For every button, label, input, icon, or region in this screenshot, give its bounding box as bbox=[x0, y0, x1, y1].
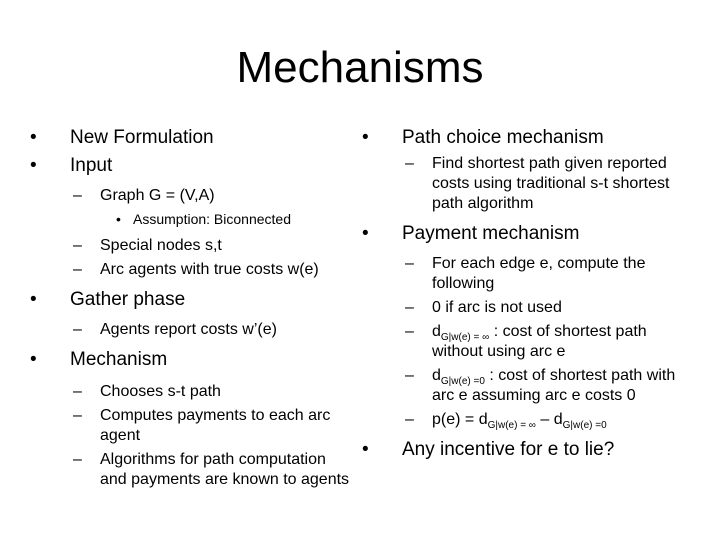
sub-bullet-d-zero bbox=[362, 366, 692, 406]
sub-bullet-find-shortest bbox=[362, 154, 692, 214]
bullet-mechanism bbox=[30, 348, 355, 372]
sub-bullet-graph bbox=[30, 186, 355, 206]
bullet-text: New Formulation bbox=[70, 127, 214, 148]
dash-marker: – bbox=[405, 155, 414, 172]
sub-bullet-text: Computes payments to each arc agent bbox=[100, 407, 331, 444]
d-zero-subscript: G|w(e) =0 bbox=[440, 376, 485, 387]
sub-bullet-algorithms bbox=[30, 450, 355, 490]
formula-minus: – d bbox=[535, 411, 563, 428]
left-column bbox=[30, 126, 355, 490]
bullet-marker: • bbox=[30, 349, 37, 370]
sub-bullet-computes bbox=[30, 406, 355, 446]
bullet-new-formulation bbox=[30, 126, 355, 150]
sub-bullet-text: Find shortest path given reported costs using traditional s-t shortest path algorithm bbox=[432, 155, 670, 212]
sub-bullet-special-nodes bbox=[30, 236, 355, 256]
bullet-marker: • bbox=[30, 127, 37, 148]
bullet-marker: • bbox=[30, 289, 37, 310]
dash-marker: – bbox=[73, 407, 82, 424]
bullet-marker: • bbox=[116, 211, 121, 227]
sub-bullet-text: Chooses s-t path bbox=[100, 383, 221, 400]
formula-prefix: p(e) = d bbox=[432, 411, 488, 428]
sub-bullet-chooses bbox=[30, 382, 355, 402]
d-infinity-description: : cost of shortest path without using arc e bbox=[432, 323, 647, 360]
bullet-text: Gather phase bbox=[70, 289, 186, 310]
bullet-text: Mechanism bbox=[70, 349, 168, 370]
dash-marker: – bbox=[73, 321, 82, 338]
bullet-text: Input bbox=[70, 155, 113, 176]
bullet-text: Path choice mechanism bbox=[402, 127, 604, 148]
sub-bullet-for-each-edge bbox=[362, 254, 692, 294]
sub-bullet-text: For each edge e, compute the following bbox=[432, 255, 646, 292]
sub-bullet-text: Arc agents with true costs w(e) bbox=[100, 261, 319, 278]
d-infinity-subscript: G|w(e) = ∞ bbox=[440, 332, 490, 343]
dash-marker: – bbox=[73, 237, 82, 254]
dash-marker: – bbox=[73, 383, 82, 400]
sub-bullet-text: Agents report costs w’(e) bbox=[100, 321, 277, 338]
dash-marker: – bbox=[405, 411, 414, 428]
dash-marker: – bbox=[73, 261, 82, 278]
dash-marker: – bbox=[405, 299, 414, 316]
bullet-text: Any incentive for e to lie? bbox=[402, 439, 615, 460]
d-infinity-symbol: d bbox=[432, 323, 441, 340]
bullet-payment-mechanism bbox=[362, 222, 692, 246]
bullet-any-incentive bbox=[362, 438, 692, 462]
bullet-marker: • bbox=[362, 439, 369, 460]
bullet-text: Payment mechanism bbox=[402, 223, 580, 244]
sub-bullet-d-infinity bbox=[362, 322, 692, 362]
bullet-input bbox=[30, 154, 355, 178]
slide-title: Mechanisms bbox=[236, 43, 484, 92]
dash-marker: – bbox=[405, 255, 414, 272]
dash-marker: – bbox=[73, 451, 82, 468]
sub-sub-bullet-text: Assumption: Biconnected bbox=[133, 211, 291, 227]
bullet-gather-phase bbox=[30, 288, 355, 312]
sub-bullet-agents-report bbox=[30, 320, 355, 340]
sub-bullet-arc-agents bbox=[30, 260, 355, 280]
sub-bullet-text: Graph G = (V,A) bbox=[100, 187, 215, 204]
d-zero-description: : cost of shortest path with arc e assuming arc e costs 0 bbox=[432, 367, 676, 404]
sub-sub-bullet-assumption bbox=[30, 210, 355, 228]
dash-marker: – bbox=[73, 187, 82, 204]
bullet-path-choice bbox=[362, 126, 692, 150]
bullet-marker: • bbox=[362, 223, 369, 244]
right-column bbox=[362, 126, 692, 462]
d-zero-symbol: d bbox=[432, 367, 441, 384]
sub-bullet-text: Special nodes s,t bbox=[100, 237, 222, 254]
dash-marker: – bbox=[405, 323, 414, 340]
formula-subscript-zero: G|w(e) =0 bbox=[562, 420, 607, 431]
sub-bullet-text: 0 if arc is not used bbox=[432, 299, 562, 316]
formula-subscript-infinity: G|w(e) = ∞ bbox=[487, 420, 536, 431]
bullet-marker: • bbox=[30, 155, 37, 176]
sub-bullet-payment-formula bbox=[362, 410, 692, 430]
sub-bullet-text: Algorithms for path computation and payments are known to agents bbox=[100, 451, 350, 488]
sub-bullet-zero-if bbox=[362, 298, 692, 318]
dash-marker: – bbox=[405, 367, 414, 384]
bullet-marker: • bbox=[362, 127, 369, 148]
